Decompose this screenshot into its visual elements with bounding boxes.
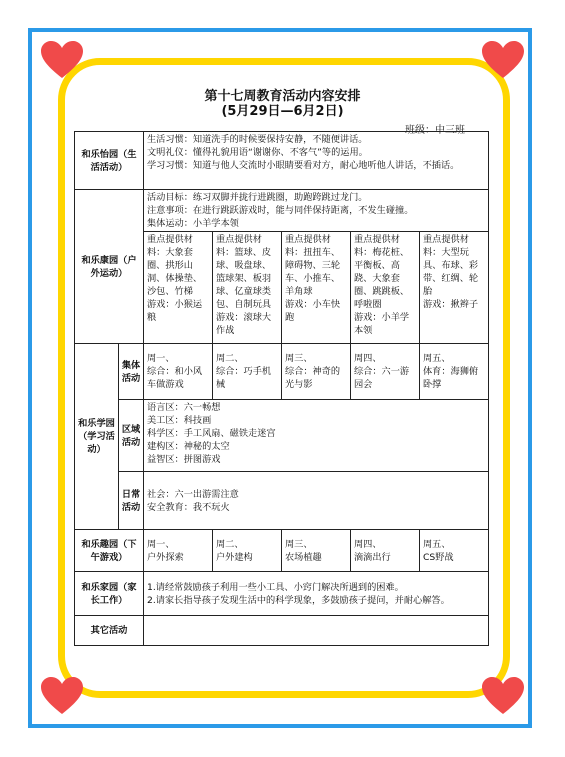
group-day: 周二、 综合：巧手机械 <box>213 344 282 400</box>
outdoor-line: 集体运动：小羊学本领 <box>147 218 239 229</box>
page-title: 第十七周教育活动内容安排 <box>204 89 361 104</box>
schedule-table <box>74 131 489 646</box>
date-range: (5月29日—6月2日) <box>221 104 344 119</box>
group-activity-label: 集体活动 <box>119 344 144 400</box>
afternoon-row <box>75 530 489 572</box>
area-line: 益智区：拼图游戏 <box>147 454 221 465</box>
life-line: 文明礼仪：懂得礼貌用语“谢谢你、不客气”等的运用。 <box>147 147 368 158</box>
area-line: 语言区：六一畅想 <box>147 402 221 413</box>
outdoor-line: 注意事项：在进行跳跃游戏时，能与同伴保持距离，不发生碰撞。 <box>147 205 414 216</box>
afternoon-day: 周二、 户外建构 <box>213 530 282 572</box>
area-activity-label: 区域活动 <box>119 400 144 472</box>
group-day: 周五、 体育：海狮俯卧撑 <box>420 344 489 400</box>
group-day: 周四、 综合：六一游园会 <box>351 344 420 400</box>
afternoon-label: 和乐趣园（下午游戏） <box>75 530 144 572</box>
outdoor-col: 重点提供材料：大象套圈、拱形山洞、体操垫、沙包、竹梯 游戏：小猴运粮 <box>144 232 213 344</box>
heart-icon <box>481 40 525 80</box>
group-day: 周三、 综合：神奇的光与影 <box>282 344 351 400</box>
other-content <box>144 616 489 646</box>
afternoon-day: 周三、 农场植趣 <box>282 530 351 572</box>
area-line: 建构区：神秘的太空 <box>147 441 230 452</box>
class-label: 班级：中三班 <box>405 125 465 136</box>
area-line: 科学区：手工风扇、磁铁走迷宫 <box>147 428 276 439</box>
heart-icon <box>40 676 84 716</box>
life-content <box>144 132 489 190</box>
daily-line: 安全教育：我不玩火 <box>147 501 230 513</box>
outdoor-col: 重点提供材料：扭扭车、障碍物、三轮车、小推车、羊角球 游戏：小车快跑 <box>282 232 351 344</box>
group-day: 周一、 综合：和小风车做游戏 <box>144 344 213 400</box>
outdoor-col: 重点提供材料：篮球、皮球、吸盘球、篮球架、板羽球、亿童球类包、自制玩具 游戏：滚球大作战 <box>213 232 282 344</box>
daily-content <box>144 472 489 530</box>
afternoon-day: 周五、 CS野战 <box>420 530 489 572</box>
life-line: 生活习惯：知道洗手的时候要保持安静，不随便讲话。 <box>147 134 368 145</box>
area-line: 美工区：科技画 <box>147 415 212 426</box>
daily-line: 社会：六一出游需注意 <box>147 488 239 500</box>
outdoor-col: 重点提供材料：大型玩具、布球、彩带、红绸、轮胎 游戏：揪辫子 <box>420 232 489 344</box>
afternoon-day: 周一、 户外探索 <box>144 530 213 572</box>
life-line: 学习习惯：知道与他人交流时小眼睛要看对方，耐心地听他人讲话，不插话。 <box>147 160 460 171</box>
outdoor-col: 重点提供材料：梅花桩、平衡板、高跷、大象套圈、跳跳板、呼啦圈 游戏：小羊学本领 <box>351 232 420 344</box>
life-row <box>75 132 489 190</box>
heart-icon <box>40 40 84 80</box>
learning-daily-row <box>75 472 489 530</box>
outdoor-row <box>75 190 489 232</box>
other-label: 其它活动 <box>75 616 144 646</box>
home-label: 和乐家园（家长工作） <box>75 572 144 616</box>
home-line: 1.请经常鼓励孩子利用一些小工具、小窍门解决所遇到的困难。 <box>147 581 404 593</box>
life-label: 和乐怡园（生活活动） <box>75 132 144 190</box>
home-row <box>75 572 489 616</box>
outdoor-line: 活动目标：练习双脚并拢行进跳圈，助跑跨跳过龙门。 <box>147 192 368 203</box>
learning-label: 和乐学园（学习活动） <box>75 344 119 530</box>
area-content <box>144 400 489 472</box>
afternoon-day: 周四、 滴滴出行 <box>351 530 420 572</box>
learning-group-row <box>75 344 489 400</box>
other-row <box>75 616 489 646</box>
learning-area-row <box>75 400 489 472</box>
outdoor-content <box>144 190 489 232</box>
home-line: 2.请家长指导孩子发现生活中的科学现象，多鼓励孩子提问，并耐心解答。 <box>147 594 450 606</box>
home-content <box>144 572 489 616</box>
outdoor-label: 和乐康园（户外运动） <box>75 190 144 344</box>
heart-icon <box>481 676 525 716</box>
daily-activity-label: 日常活动 <box>119 472 144 530</box>
